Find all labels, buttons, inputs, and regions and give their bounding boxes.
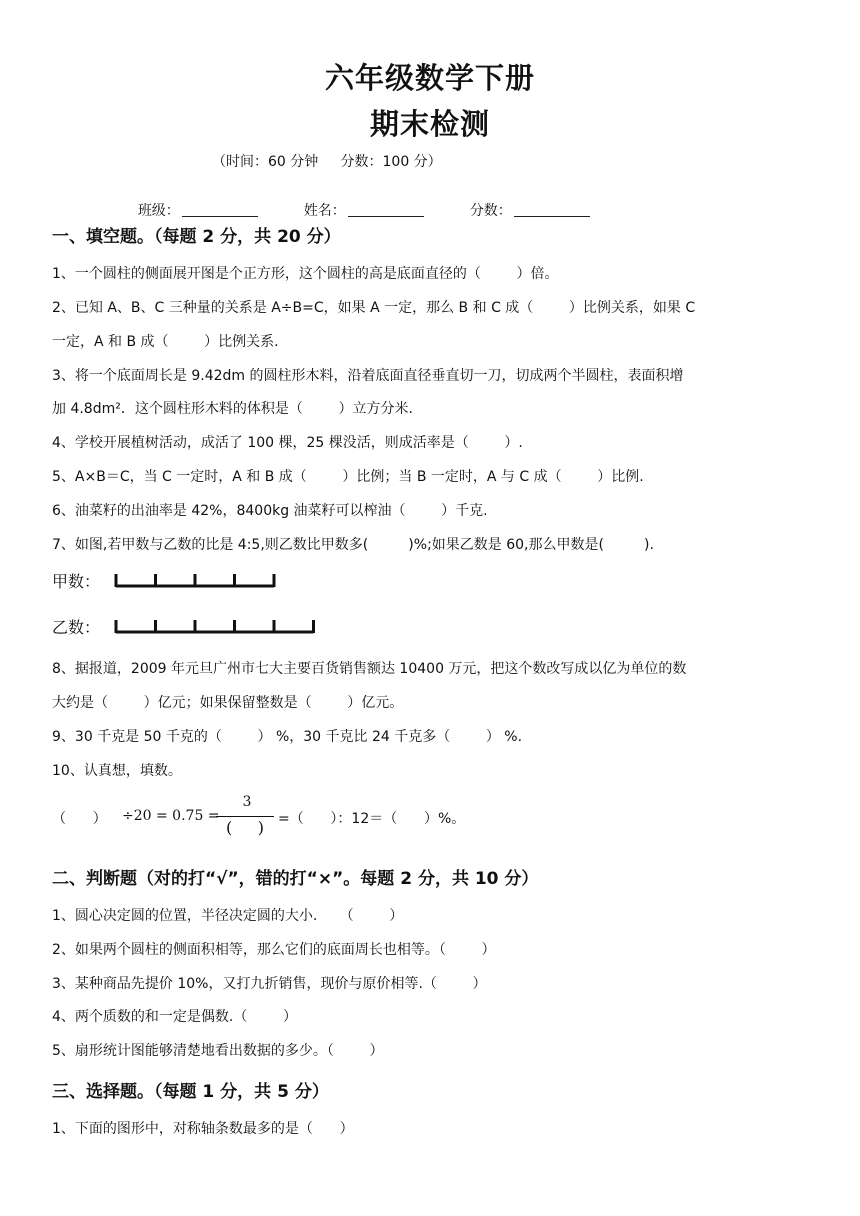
s2-question-3: 3、某种商品先提价 10%，又打九折销售，现价与原价相等.（ ） — [52, 976, 487, 992]
s1-question-8-line1: 8、据报道，2009 年元旦广州市七大主要百货销售额达 10400 万元，把这个数改写成以亿为单位的数 — [52, 661, 687, 677]
exam-info: （时间：60 分钟 分数：100 分） — [212, 154, 442, 170]
s1-question-2-line1: 2、已知 A、B、C 三种量的关系是 A÷B=C，如果 A 一定，那么 B 和 C 成（ ）比例关系，如果 C — [52, 300, 696, 316]
fraction-bar — [216, 816, 274, 817]
s1-question-7: 7、如图,若甲数与乙数的比是 4:5,则乙数比甲数多( )%;如果乙数是 60,那么甲数是( ). — [52, 537, 654, 553]
s1-question-3-line1: 3、将一个底面周长是 9.42dm 的圆柱形木料，沿着底面直径垂直切一刀，切成两个半圆柱，表面积增 — [52, 368, 684, 384]
s2-question-5: 5、扇形统计图能够清楚地看出数据的多少。（ ） — [52, 1043, 384, 1059]
score-label: 分数： — [469, 203, 512, 219]
s1-question-9: 9、30 千克是 50 千克的（ ） %，30 千克比 24 千克多（ ） %. — [52, 729, 523, 745]
s2-question-4: 4、两个质数的和一定是偶数.（ ） — [52, 1009, 297, 1025]
bar-label-jia: 甲数： — [52, 572, 101, 591]
s1-question-4: 4、学校开展植树活动，成活了 100 棵，25 棵没活，则成活率是（ ）. — [52, 435, 523, 451]
eq-division: ÷20 = 0.75 = — [122, 808, 220, 824]
bar-diagram-jia — [114, 572, 284, 590]
s3-question-1: 1、下面的图形中，对称轴条数最多的是（ ） — [52, 1121, 354, 1137]
score-field — [452, 184, 590, 236]
name-label: 姓名： — [303, 203, 346, 219]
s1-question-1: 1、一个圆柱的侧面展开图是个正方形，这个圆柱的高是底面直径的（ ）倍。 — [52, 266, 559, 282]
eq-remainder: =（ ）：12＝（ ）%。 — [278, 811, 466, 827]
exam-subtitle: 期末检测 — [369, 107, 490, 141]
eq-numerator: 3 — [242, 794, 252, 810]
s1-question-10-equation — [52, 792, 612, 842]
class-label: 班级： — [137, 203, 180, 219]
s2-question-2: 2、如果两个圆柱的侧面积相等，那么它们的底面周长也相等。（ ） — [52, 942, 496, 958]
exam-title: 六年级数学下册 — [324, 61, 535, 95]
s2-question-1: 1、圆心决定圆的位置，半径决定圆的大小. （ ） — [52, 908, 404, 924]
section2-heading: 二、判断题（对的打“√”，错的打“×”。每题 2 分，共 10 分） — [52, 869, 539, 889]
eq-denominator: ( ) — [226, 818, 264, 837]
bar-label-yi: 乙数： — [52, 618, 101, 637]
bar-diagram-yi — [114, 618, 324, 636]
eq-blank-1: （ ） — [52, 811, 107, 827]
section3-heading: 三、选择题。（每题 1 分，共 5 分） — [52, 1082, 329, 1102]
s1-question-8-line2: 大约是（ ）亿元；如果保留整数是（ ）亿元。 — [52, 695, 404, 711]
s1-question-10: 10、认真想，填数。 — [52, 763, 182, 779]
name-blank[interactable] — [348, 202, 424, 217]
s1-question-2-line2: 一定，A 和 B 成（ ）比例关系. — [52, 334, 279, 350]
section1-heading: 一、填空题。（每题 2 分，共 20 分） — [52, 227, 341, 247]
s1-question-6: 6、油菜籽的出油率是 42%，8400kg 油菜籽可以榨油（ ）千克. — [52, 503, 488, 519]
class-blank[interactable] — [182, 202, 258, 217]
s1-question-5: 5、A×B＝C，当 C 一定时，A 和 B 成（ ）比例；当 B 一定时，A 与 C 成（ ）比例. — [52, 469, 644, 485]
s1-question-3-line2: 加 4.8dm²．这个圆柱形木料的体积是（ ）立方分米. — [52, 401, 413, 417]
score-blank[interactable] — [514, 202, 590, 217]
